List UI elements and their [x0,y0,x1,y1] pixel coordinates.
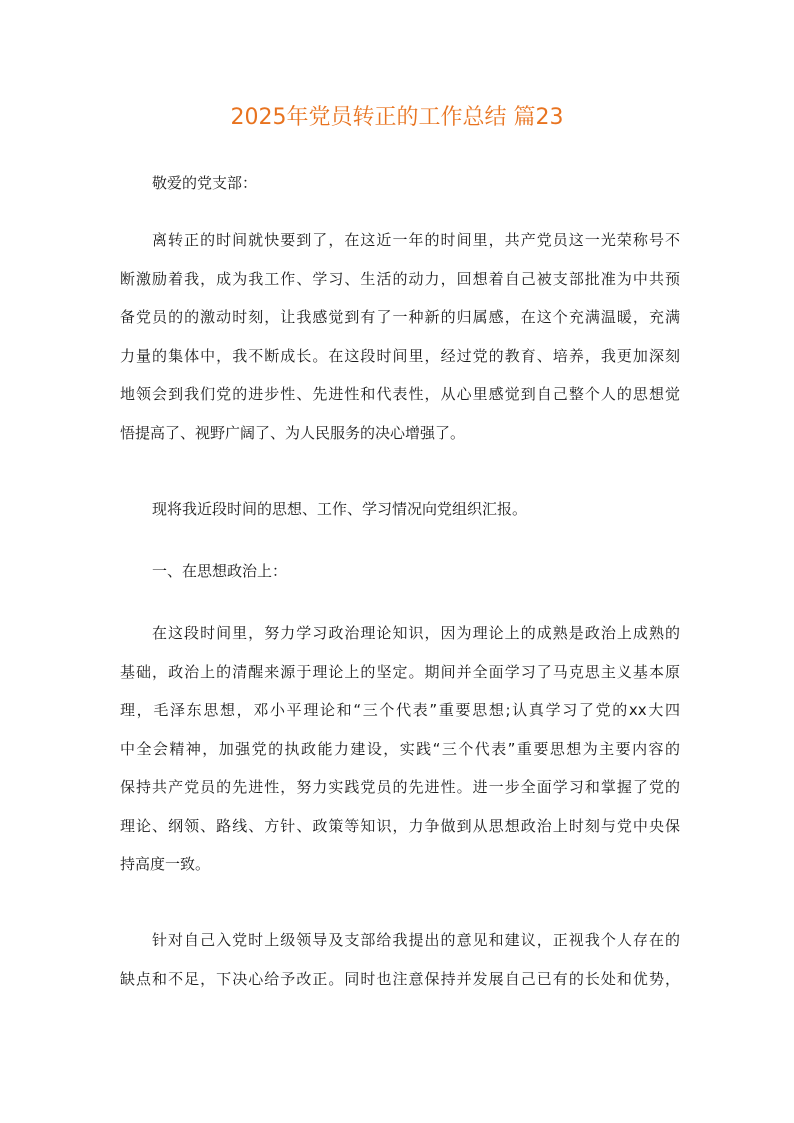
paragraph-line: 备党员的的激动时刻，让我感觉到有了一种新的归属感，在这个充满温暖，充满 [120,308,680,326]
paragraph-line: 理论、纲领、路线、方针、政策等知识，力争做到从思想政治上时刻与党中央保 [120,816,680,835]
paragraph-line: 保持共产党员的先进性，努力实践党员的先进性。进一步全面学习和掌握了党的 [120,778,680,796]
paragraph-line: 持高度一致。 [120,855,211,873]
paragraph-line: 在这段时间里，努力学习政治理论知识，因为理论上的成熟是政治上成熟的 [152,624,680,642]
paragraph-line: 悟提高了、视野广阔了、为人民服务的决心增强了。 [120,423,466,442]
paragraph-line: 理，毛泽东思想，邓小平理论和“三个代表”重要思想;认真学习了党的xx大四 [120,701,680,719]
paragraph-intro [120,221,680,452]
paragraph-report-intro [120,490,680,529]
paragraph-line: 基础，政治上的清醒来源于理论上的坚定。期间并全面学习了马克思主义基本原 [120,662,680,681]
section-heading-political [120,552,680,591]
paragraph-line: 现将我近段时间的思想、工作、学习情况向党组织汇报。 [152,500,528,518]
paragraph-line: 针对自己入党时上级领导及支部给我提出的意见和建议，正视我个人存在的 [152,931,680,949]
paragraph-line: 中全会精神，加强党的执政能力建设，实践“三个代表”重要思想为主要内容的 [120,739,680,758]
paragraph-line: 离转正的时间就快要到了，在这近一年的时间里，共产党员这一光荣称号不 [152,231,680,249]
paragraph-line: 力量的集体中，我不断成长。在这段时间里，经过党的教育、培养，我更加深刻 [120,346,680,365]
paragraph-line: 缺点和不足，下决心给予改正。同时也注意保持并发展自己已有的长处和优势， [120,969,680,988]
section-heading-line: 一、在思想政治上： [152,562,288,580]
paragraph-line: 地领会到我们党的进步性、先进性和代表性，从心里感觉到自己整个人的思想觉 [120,385,680,403]
paragraph-line: 断激励着我，成为我工作、学习、生活的动力，回想着自己被支部批准为中共预 [120,269,680,288]
document-title: 2025年党员转正的工作总结 篇23 [230,105,564,130]
paragraph-political [120,614,680,884]
paragraph-improvement [120,921,680,998]
salutation [120,164,680,203]
salutation-line: 敬爱的党支部： [152,174,258,192]
